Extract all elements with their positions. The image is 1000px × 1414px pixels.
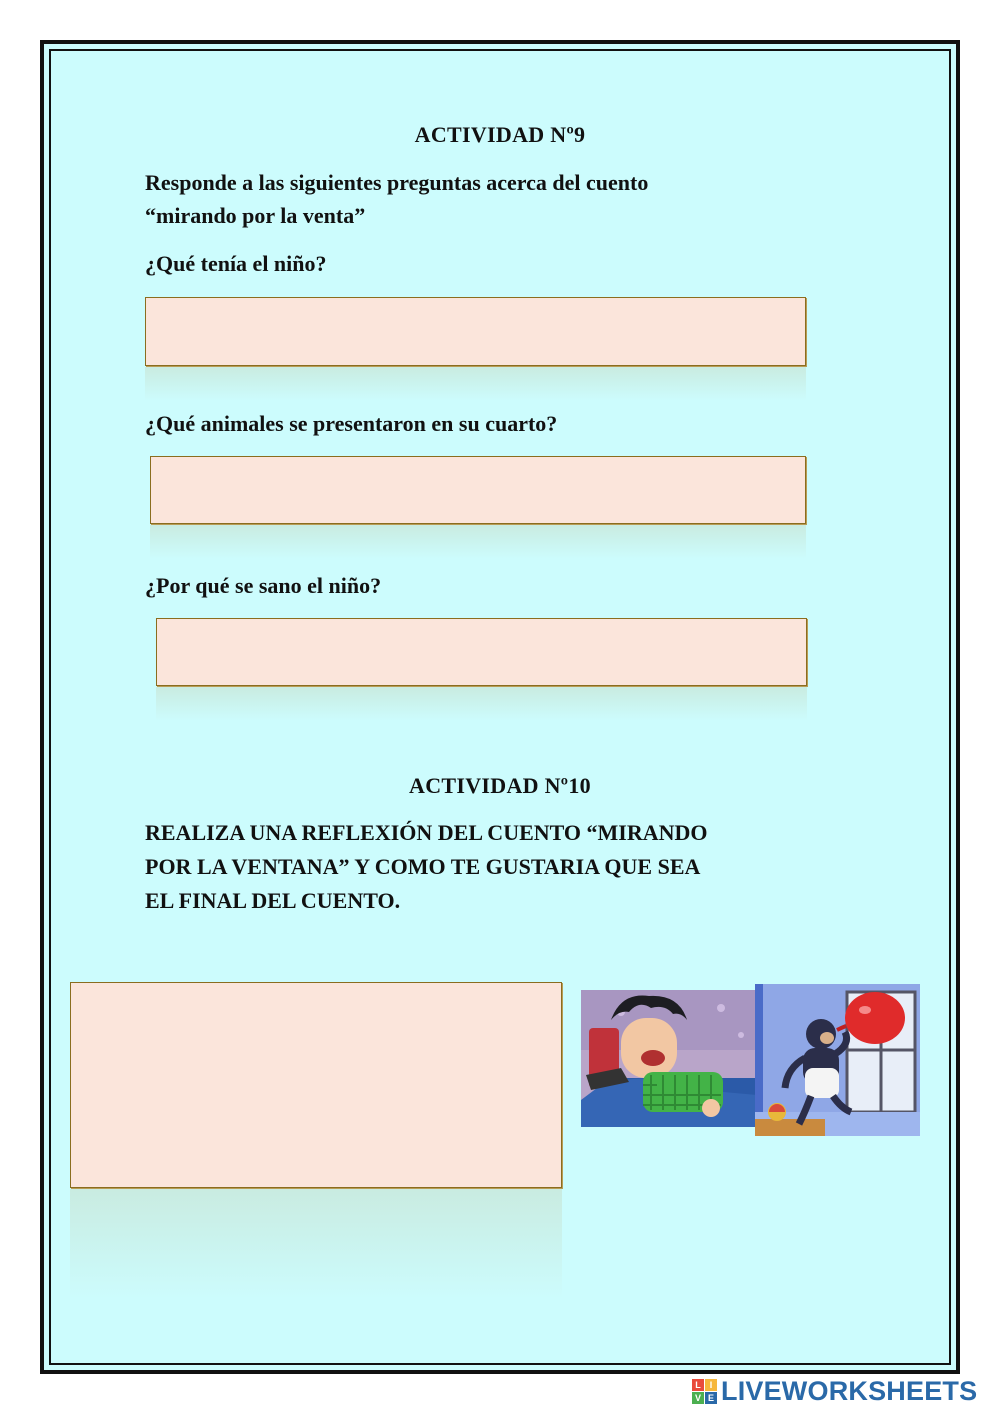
activity-10-title: ACTIVIDAD Nº10 [409, 773, 591, 798]
question-3: ¿Por qué se sano el niño? [145, 573, 382, 598]
answer-3-input[interactable] [156, 618, 807, 686]
activity-9-instruction-line-1: Responde a las siguientes preguntas acerca del cuento [145, 170, 649, 195]
monkey-balloon-illustration [755, 984, 920, 1136]
reflection-answer-reflection [70, 1189, 562, 1299]
answer-1-reflection [145, 367, 806, 401]
boy-in-bed-illustration [581, 990, 757, 1127]
question-2: ¿Qué animales se presentaron en su cuarto? [145, 411, 558, 436]
answer-3-reflection [156, 687, 807, 721]
question-1: ¿Qué tenía el niño? [145, 251, 327, 276]
activity-10-instruction-line-3: EL FINAL DEL CUENTO. [145, 888, 401, 913]
activity-10-instruction-line-2: POR LA VENTANA” Y COMO TE GUSTARIA QUE SEA [145, 854, 701, 879]
activity-9-instruction-line-2: “mirando por la venta” [145, 203, 366, 228]
liveworksheets-logo [692, 1376, 977, 1406]
answer-2-reflection [150, 525, 806, 559]
activity-10-instruction-line-1: REALIZA UNA REFLEXIÓN DEL CUENTO “MIRANDO [145, 820, 708, 845]
liveworksheets-logo-icon: L I V E [692, 1379, 717, 1404]
answer-1-input[interactable] [145, 297, 806, 366]
reflection-answer-textarea[interactable] [70, 982, 562, 1188]
activity-9-title: ACTIVIDAD Nº9 [414, 122, 586, 147]
liveworksheets-brand-text: LIVEWORKSHEETS [721, 1375, 978, 1406]
answer-2-input[interactable] [150, 456, 806, 524]
